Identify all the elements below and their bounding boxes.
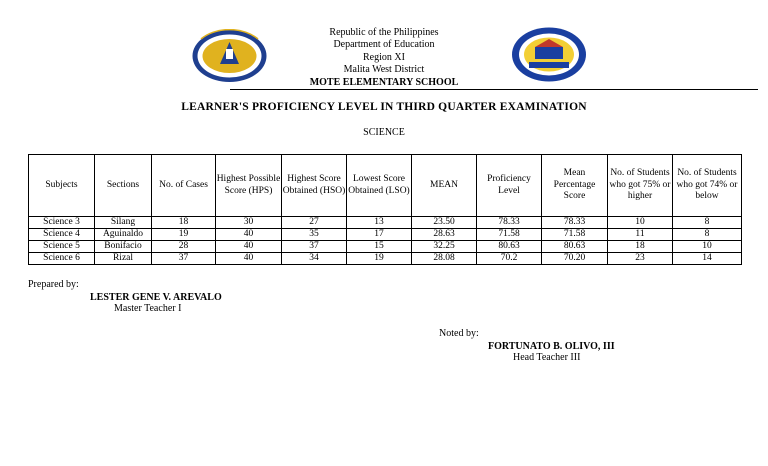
table-cell: 32.25 xyxy=(412,241,477,253)
col-header: No. of Cases xyxy=(152,155,216,217)
table-cell: 71.58 xyxy=(477,229,542,241)
table-cell: 40 xyxy=(216,229,282,241)
table-cell: 19 xyxy=(152,229,216,241)
table-cell: Science 4 xyxy=(29,229,95,241)
table-cell: 13 xyxy=(347,217,412,229)
table-cell: 37 xyxy=(152,253,216,265)
col-header: MEAN xyxy=(412,155,477,217)
proficiency-table xyxy=(28,154,742,265)
noted-by-position: Head Teacher III xyxy=(513,352,581,363)
col-header: Mean Percentage Score xyxy=(542,155,608,217)
table-cell: 14 xyxy=(673,253,742,265)
table-cell: 18 xyxy=(608,241,673,253)
table-cell: Science 6 xyxy=(29,253,95,265)
table-cell: 71.58 xyxy=(542,229,608,241)
header-divider xyxy=(230,89,758,90)
table-cell: 8 xyxy=(673,229,742,241)
col-header: Highest Score Obtained (HSO) xyxy=(282,155,347,217)
col-header: Proficiency Level xyxy=(477,155,542,217)
table-cell: 40 xyxy=(216,241,282,253)
col-header: Lowest Score Obtained (LSO) xyxy=(347,155,412,217)
table-cell: 35 xyxy=(282,229,347,241)
table-cell: 30 xyxy=(216,217,282,229)
table-cell: 70.20 xyxy=(542,253,608,265)
table-cell: 10 xyxy=(673,241,742,253)
table-cell: 28.08 xyxy=(412,253,477,265)
col-header: No. of Students who got 75% or higher xyxy=(608,155,673,217)
table-cell: 23 xyxy=(608,253,673,265)
prepared-by-label: Prepared by: xyxy=(28,279,79,290)
prepared-by-position: Master Teacher I xyxy=(114,303,182,314)
table-cell: 70.2 xyxy=(477,253,542,265)
table-cell: 34 xyxy=(282,253,347,265)
table-cell: Bonifacio xyxy=(95,241,152,253)
col-header: Sections xyxy=(95,155,152,217)
table-cell: 11 xyxy=(608,229,673,241)
table-row xyxy=(29,241,742,253)
table-cell: 28 xyxy=(152,241,216,253)
table-cell: 78.33 xyxy=(477,217,542,229)
table-cell: 80.63 xyxy=(477,241,542,253)
table-cell: 40 xyxy=(216,253,282,265)
table-cell: Rizal xyxy=(95,253,152,265)
table-cell: 28.63 xyxy=(412,229,477,241)
table-header-row xyxy=(29,155,742,217)
header-department: Department of Education xyxy=(333,39,435,50)
header-district: Malita West District xyxy=(343,64,425,75)
noted-by-label: Noted by: xyxy=(439,328,479,339)
table-cell: Science 3 xyxy=(29,217,95,229)
table-row xyxy=(29,229,742,241)
table-row xyxy=(29,253,742,265)
table-cell: Aguinaldo xyxy=(95,229,152,241)
col-header: No. of Students who got 74% or below xyxy=(673,155,742,217)
noted-by-name: FORTUNATO B. OLIVO, III xyxy=(488,341,615,352)
header-republic: Republic of the Philippines xyxy=(329,27,439,38)
header-school-name: MOTE ELEMENTARY SCHOOL xyxy=(309,77,459,88)
table-cell: 18 xyxy=(152,217,216,229)
col-header: Highest Possible Score (HPS) xyxy=(216,155,282,217)
table-cell: Silang xyxy=(95,217,152,229)
document-title: LEARNER'S PROFICIENCY LEVEL IN THIRD QUARTER EXAMINATION xyxy=(181,101,587,113)
header-region: Region XI xyxy=(363,52,405,63)
table-cell: 19 xyxy=(347,253,412,265)
table-cell: 23.50 xyxy=(412,217,477,229)
subject-heading: SCIENCE xyxy=(363,127,405,138)
table-cell: 37 xyxy=(282,241,347,253)
table-cell: 8 xyxy=(673,217,742,229)
table-cell: 78.33 xyxy=(542,217,608,229)
table-cell: 15 xyxy=(347,241,412,253)
table-cell: Science 5 xyxy=(29,241,95,253)
table-cell: 27 xyxy=(282,217,347,229)
table-cell: 17 xyxy=(347,229,412,241)
table-cell: 80.63 xyxy=(542,241,608,253)
prepared-by-name: LESTER GENE V. AREVALO xyxy=(90,292,222,303)
table-cell: 10 xyxy=(608,217,673,229)
col-header: Subjects xyxy=(29,155,95,217)
table-row xyxy=(29,217,742,229)
